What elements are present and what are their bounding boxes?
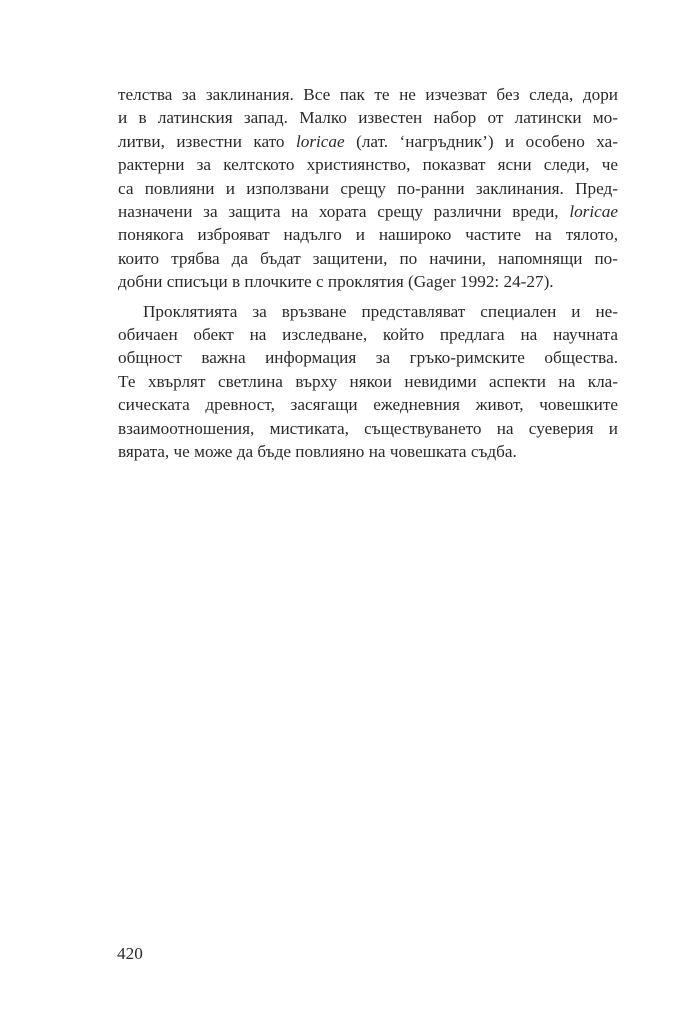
text-line	[118, 83, 618, 106]
text-line	[118, 346, 618, 369]
text-line	[118, 300, 618, 323]
text-segment: и в латинския запад. Малко известен набор от латински мо-	[118, 108, 618, 128]
text-line	[118, 393, 618, 416]
text-line	[118, 440, 618, 463]
text-segment: назначени за защита на хората срещу различни вреди,	[118, 202, 570, 222]
text-line	[118, 200, 618, 223]
text-line	[118, 323, 618, 346]
text-segment: добни списъци в плочките с проклятия (Gager 1992: 24-27).	[118, 272, 554, 292]
page-number: 420	[117, 944, 143, 963]
text-segment: понякога изброяват надълго и нашироко частите на тялото,	[118, 225, 618, 245]
paragraph-1	[118, 83, 618, 294]
text-segment: са повлияни и използвани срещу по-ранни заклинания. Пред-	[118, 178, 618, 198]
text-segment: рактерни за келтското християнство, показват ясни следи, че	[118, 155, 618, 175]
text-line	[118, 370, 618, 393]
text-line	[118, 130, 618, 153]
text-segment: сическата древност, засягащи ежедневния живот, човешките	[118, 395, 618, 415]
text-line	[118, 106, 618, 129]
text-segment: взаимоотношения, мистиката, съществуването на суеверия и	[118, 418, 618, 438]
text-segment: литви, известни като	[118, 131, 296, 151]
text-line	[118, 247, 618, 270]
text-segment: които трябва да бъдат защитени, по начини, напомнящи по-	[118, 248, 618, 268]
text-line	[118, 153, 618, 176]
paragraph-2	[118, 300, 618, 464]
text-line	[118, 177, 618, 200]
text-segment: (лат. ‘нагръдник’) и особено ха-	[344, 131, 618, 151]
text-segment: вярата, че може да бъде повлияно на човешката съдба.	[118, 442, 517, 462]
text-line	[118, 270, 618, 293]
text-segment: Те хвърлят светлина върху някои невидими аспекти на кла-	[118, 371, 618, 391]
text-line	[118, 223, 618, 246]
text-line	[118, 417, 618, 440]
italic-term: loricae	[295, 131, 345, 151]
text-segment: телства за заклинания. Все пак те не изчезват без следа, дори	[118, 85, 618, 104]
text-segment: общност важна информация за гръко-римските общества.	[118, 348, 618, 368]
text-segment: Проклятията за връзване представляват специален и не-	[143, 301, 618, 321]
body-text	[118, 83, 618, 464]
italic-term: loricae	[569, 202, 618, 222]
text-segment: обичаен обект на изследване, който предлага на научната	[118, 325, 618, 345]
